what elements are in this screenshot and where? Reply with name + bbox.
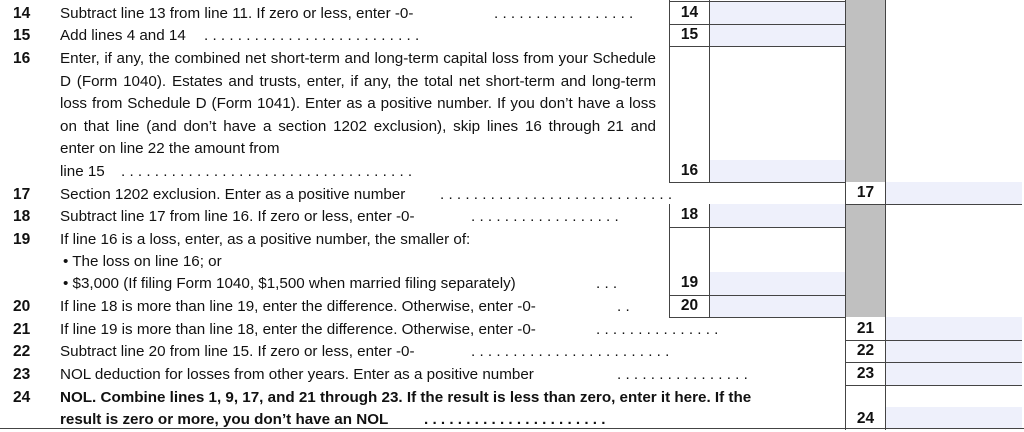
box-label-23: 23 <box>856 365 875 382</box>
line-24-text: NOL. Combine lines 1, 9, 17, and 21 through 23. If the result is less than zero, enter it here. If the <box>60 389 752 406</box>
line-22-input[interactable] <box>886 340 1022 362</box>
leader-dots: . . . . . . . . . . . . . . . . . . . . . . . . . . . . <box>440 186 673 203</box>
rule <box>669 295 845 296</box>
box-label-15: 15 <box>680 26 699 43</box>
line-21-input[interactable] <box>886 317 1022 340</box>
line-14-text: Subtract line 13 from line 11. If zero or less, enter -0- <box>60 5 414 22</box>
leader-dots: . . . <box>596 275 618 292</box>
line-14-input[interactable] <box>710 2 845 24</box>
line-18-text: Subtract line 17 from line 16. If zero or less, enter -0- <box>60 208 415 225</box>
shaded-column-bottom <box>845 204 885 317</box>
line-17-input[interactable] <box>886 182 1022 204</box>
line-16-input[interactable] <box>710 160 845 182</box>
rule <box>669 24 845 25</box>
line-number-22: 22 <box>13 343 31 360</box>
line-17-text: Section 1202 exclusion. Enter as a positive number <box>60 186 406 203</box>
rule <box>669 46 845 47</box>
leader-dots: . . . . . . . . . . . . . . . . . . . . . . . . . . . . . . . . . . . <box>121 163 413 180</box>
line-19-input[interactable] <box>710 272 845 295</box>
rule <box>669 317 845 318</box>
line-23-text: NOL deduction for losses from other years. Enter as a positive number <box>60 366 534 383</box>
box-label-16: 16 <box>680 162 699 179</box>
box-label-18: 18 <box>680 206 699 223</box>
box-label-24: 24 <box>856 410 875 427</box>
line-number-24: 24 <box>13 389 31 406</box>
inner-box-divider-rule-2 <box>709 204 710 317</box>
box-label-20: 20 <box>680 297 699 314</box>
line-number-21: 21 <box>13 321 31 338</box>
leader-dots: . . . . . . . . . . . . . . . . . <box>494 5 634 22</box>
leader-dots: . . . . . . . . . . . . . . . . . . . . . . <box>424 411 606 428</box>
line-18-input[interactable] <box>710 204 845 227</box>
line-number-19: 19 <box>13 231 31 248</box>
box-label-21: 21 <box>856 320 875 337</box>
line-number-23: 23 <box>13 366 31 383</box>
rule <box>845 340 1022 341</box>
shaded-column-top <box>845 0 885 182</box>
line-number-20: 20 <box>13 298 31 315</box>
inner-box-divider-rule <box>709 0 710 182</box>
rule <box>845 385 1022 386</box>
line-15-text: Add lines 4 and 14 <box>60 27 186 44</box>
box-label-22: 22 <box>856 342 875 359</box>
line-20-input[interactable] <box>710 295 845 317</box>
outer-num-right-rule <box>885 0 886 430</box>
line-19-bullet-1: • The loss on line 16; or <box>63 253 222 270</box>
line-19-text: If line 16 is a loss, enter, as a positive number, the smaller of: <box>60 231 471 248</box>
line-16-text-last: line 15 <box>60 163 105 180</box>
leader-dots: . . . . . . . . . . . . . . . . . . . . . . . . <box>471 343 670 360</box>
rule <box>669 182 845 183</box>
line-16-text: Enter, if any, the combined net short-term and long-term capital loss from your Schedule D (Form 1040). Estates and trusts, enter, if any, the total net short-term and long-term loss from Schedule D (Form 1041). Enter as a positive number. If you don’t have a loss on that line (and don’t have a section 1202 exclusion), skip lines 16 through 21 and enter on line 22 the amount from <box>60 50 656 158</box>
line-19-bullet-2: • $3,000 (If filing Form 1040, $1,500 when married filing separately) <box>63 275 516 292</box>
line-21-text: If line 19 is more than line 18, enter the difference. Otherwise, enter -0- <box>60 321 536 338</box>
box-label-14: 14 <box>680 4 699 21</box>
line-number-16: 16 <box>13 50 31 67</box>
box-label-19: 19 <box>680 274 699 291</box>
rule <box>669 227 845 228</box>
line-24-text-last: result is zero or more, you don’t have an NOL <box>60 411 389 428</box>
leader-dots: . . . . . . . . . . . . . . . . <box>617 366 748 383</box>
line-23-input[interactable] <box>886 362 1022 385</box>
line-number-15: 15 <box>13 27 31 44</box>
line-15-input[interactable] <box>710 24 845 46</box>
line-22-text: Subtract line 20 from line 15. If zero or less, enter -0- <box>60 343 415 360</box>
box-label-17: 17 <box>846 184 885 204</box>
line-20-text: If line 18 is more than line 19, enter the difference. Otherwise, enter -0- <box>60 298 536 315</box>
line-24-input[interactable] <box>886 407 1022 428</box>
leader-dots: . . . . . . . . . . . . . . . . . . . . . . . . . . <box>204 27 420 44</box>
leader-dots: . . <box>617 298 630 315</box>
leader-dots: . . . . . . . . . . . . . . . . . . <box>471 208 619 225</box>
rule <box>845 362 1022 363</box>
rule <box>669 1 845 2</box>
rule <box>845 204 1022 205</box>
leader-dots: . . . . . . . . . . . . . . . <box>596 321 719 338</box>
line-number-14: 14 <box>13 5 31 22</box>
line-number-18: 18 <box>13 208 31 225</box>
line-number-17: 17 <box>13 186 31 203</box>
